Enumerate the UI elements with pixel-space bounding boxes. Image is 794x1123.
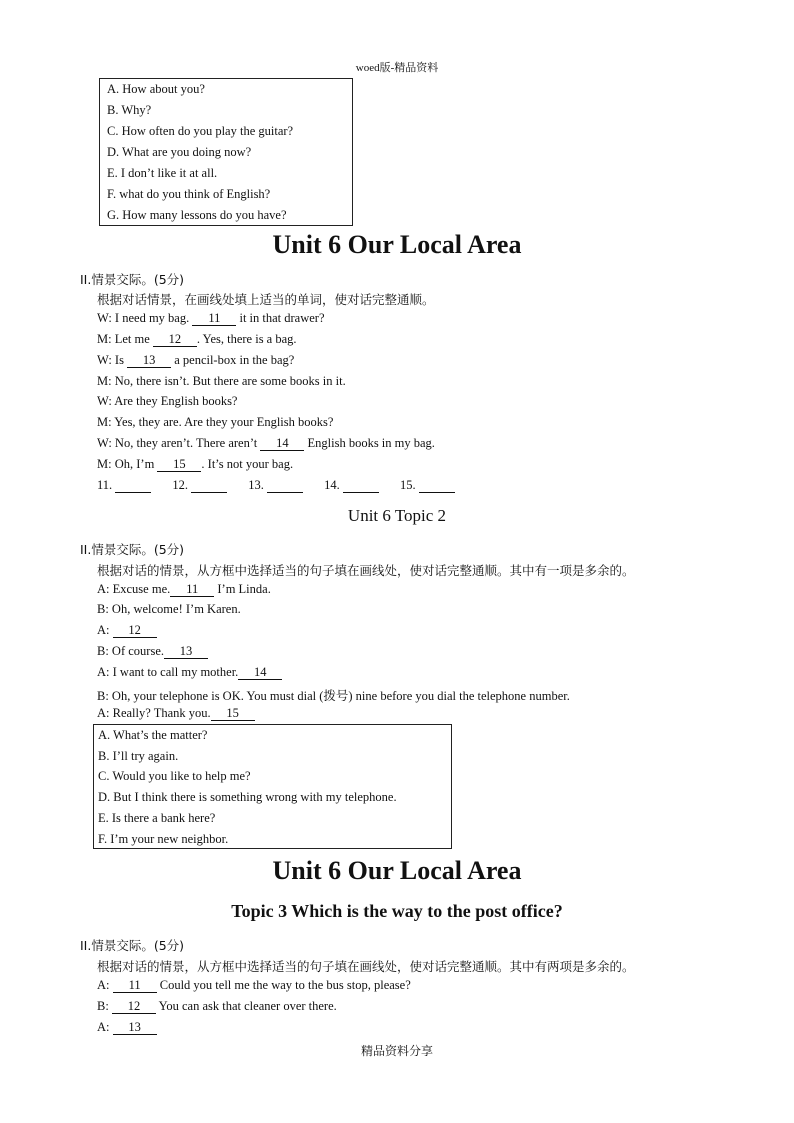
answer-blank[interactable] [419, 480, 455, 493]
option: B. Why? [107, 103, 152, 117]
options-box-2 [93, 724, 452, 849]
option: F. what do you think of English? [107, 187, 271, 201]
answer-blank[interactable]: 11 [170, 583, 214, 597]
dialogue-line: A: I want to call my mother. 14 [97, 665, 282, 680]
answer-blank[interactable] [267, 480, 303, 493]
dialogue-line: B: Of course. 13 [97, 644, 208, 659]
dialogue-line: W: Is 13 a pencil-box in the bag? [97, 353, 295, 367]
answer-number: 12. [172, 478, 189, 492]
option: E. Is there a bank here? [98, 811, 216, 825]
dialogue-line: W: I need my bag. 11 it in that drawer? [97, 311, 325, 325]
answer-blank[interactable] [115, 480, 151, 493]
dialogue-line: A: Excuse me. 11 I’m Linda. [97, 582, 271, 596]
option: G. How many lessons do you have? [107, 208, 287, 222]
unit-title: Unit 6 Our Local Area [272, 230, 522, 259]
answer-blank[interactable]: 11 [192, 312, 236, 326]
dialogue-line: B: 12 You can ask that cleaner over there. [97, 999, 337, 1013]
option: B. I’ll try again. [98, 749, 179, 763]
dialogue-line: A: 13 [97, 1020, 157, 1035]
dialogue-line: A: 12 [97, 623, 157, 638]
answer-blank[interactable]: 12 [112, 1000, 156, 1014]
answer-blank[interactable]: 13 [164, 645, 208, 659]
dialogue-line: M: Yes, they are. Are they your English books? [97, 415, 334, 429]
dialogue-line: M: No, there isn’t. But there are some books in it. [97, 374, 346, 388]
dialogue-line: M: Oh, I’m 15 . It’s not your bag. [97, 457, 294, 471]
answer-blank[interactable]: 11 [113, 979, 157, 993]
dialogue-line: B: Oh, your telephone is OK. You must dial (拨号) nine before you dial the telephone number. [97, 689, 570, 703]
dialogue-line: W: Are they English books? [97, 394, 238, 408]
dialogue-line: A: 11 Could you tell me the way to the bus stop, please? [97, 978, 411, 992]
answer-blank[interactable]: 14 [238, 666, 282, 680]
answer-blank[interactable]: 13 [127, 354, 171, 368]
option: E. I don’t like it at all. [107, 166, 218, 180]
answer-blank[interactable] [343, 480, 379, 493]
option: C. Would you like to help me? [98, 769, 251, 783]
option: A. How about you? [107, 82, 205, 96]
answer-number: 15. [400, 478, 416, 492]
dialogue-line: M: Let me 12 . Yes, there is a bag. [97, 332, 297, 346]
dialogue-line: W: No, they aren’t. There aren’t 14 English books in my bag. [97, 436, 435, 450]
answer-blank[interactable] [191, 480, 227, 493]
answer-blank[interactable]: 12 [153, 333, 197, 347]
page-header: woed版-精品资料 [355, 62, 439, 74]
unit-title: Unit 6 Our Local Area [272, 856, 522, 885]
section-instruction: 根据对话情景，在画线处填上适当的单词，使对话完整通顺。 [97, 292, 435, 307]
option: C. How often do you play the guitar? [107, 124, 294, 138]
answer-blank[interactable]: 15 [211, 707, 255, 721]
dialogue-line: B: Oh, welcome! I’m Karen. [97, 602, 241, 616]
option: D. But I think there is something wrong with my telephone. [98, 790, 397, 804]
answer-row [97, 478, 473, 493]
answer-number: 13. [248, 478, 264, 492]
section-heading: II.情景交际。(5分) [80, 938, 185, 953]
topic-title: Unit 6 Topic 2 [347, 506, 447, 525]
option: A. What’s the matter? [98, 728, 208, 742]
answer-number: 11. [97, 478, 113, 492]
answer-number: 14. [324, 478, 340, 492]
topic-title: Topic 3 Which is the way to the post office? [231, 901, 563, 921]
answer-blank[interactable]: 12 [113, 624, 157, 638]
option: D. What are you doing now? [107, 145, 252, 159]
page-footer: 精品资料分享 [360, 1044, 433, 1058]
answer-blank[interactable]: 15 [157, 458, 201, 472]
section-heading: II.情景交际。(5分) [80, 272, 185, 287]
section-instruction: 根据对话的情景，从方框中选择适当的句子填在画线处，使对话完整通顺。其中有两项是多余的。 [97, 959, 635, 974]
option: F. I’m your new neighbor. [98, 832, 229, 846]
section-instruction: 根据对话的情景，从方框中选择适当的句子填在画线处，使对话完整通顺。其中有一项是多余的。 [97, 563, 635, 578]
answer-blank[interactable]: 13 [113, 1021, 157, 1035]
options-box-1 [99, 78, 353, 226]
dialogue-line: A: Really? Thank you. 15 [97, 706, 255, 721]
section-heading: II.情景交际。(5分) [80, 542, 185, 557]
answer-blank[interactable]: 14 [260, 437, 304, 451]
